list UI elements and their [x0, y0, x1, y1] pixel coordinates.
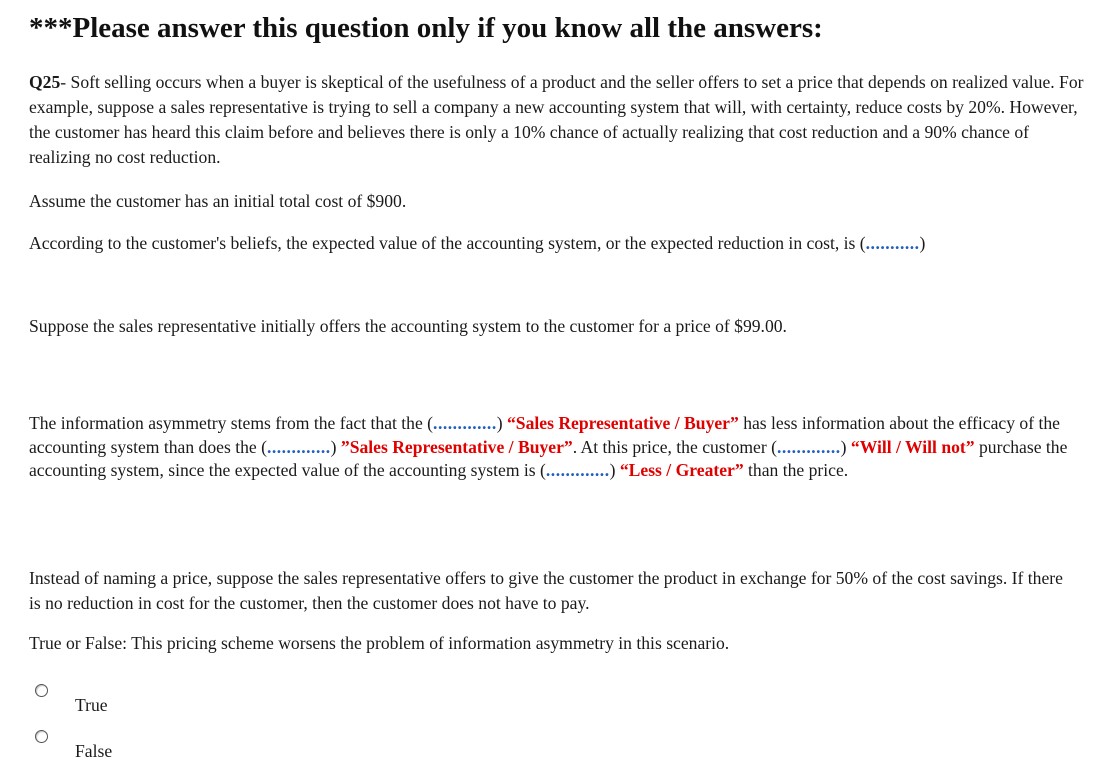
question-number: Q25: [29, 72, 61, 92]
blank-4[interactable]: .............: [545, 460, 610, 480]
page-heading: ***Please answer this question only if you know all the answers:: [29, 12, 823, 44]
true-false-question: True or False: This pricing scheme worsens the problem of information asymmetry in this scenario.: [29, 633, 730, 653]
asymmetry-text-5: . At this price, the customer (: [572, 436, 777, 457]
intro-paragraph: [29, 70, 1087, 170]
expected-value-close: ): [919, 233, 926, 253]
asymmetry-text-3: has less information about the efficacy of the accounting system than does the (: [29, 413, 1060, 457]
asymmetry-text-4: ): [330, 436, 341, 457]
radio-true[interactable]: [35, 684, 48, 697]
asymmetry-text-6: ): [840, 436, 851, 457]
blank-2[interactable]: .............: [266, 436, 331, 457]
intro-text: - Soft selling occurs when a buyer is skeptical of the usefulness of a product and the seller offers to set a price that depends on realized value. For example, suppose a sales representative is trying to sell a company a new accounting system that will, with certainty, reduce costs by 20%. However, the customer has heard this claim before and believes there is only a 10% chance of actually realizing that cost reduction and a 90% chance of realizing no cost reduction.: [29, 72, 1084, 167]
option-choice-2: ”Sales Representative / Buyer”: [340, 436, 573, 457]
expected-value-text: According to the customer's beliefs, the expected value of the accounting system, or the expected reduction in cost, is (: [29, 233, 866, 253]
option-choice-3: “Will / Will not”: [850, 436, 975, 457]
blank-1[interactable]: .............: [433, 413, 497, 433]
option-choice-4: “Less / Greater”: [619, 460, 744, 480]
asymmetry-text-9: than the price.: [743, 460, 849, 480]
expected-value-question: [29, 231, 1104, 256]
expected-value-blank[interactable]: ...........: [865, 233, 920, 253]
option-choice-1: “Sales Representative / Buyer”: [507, 413, 739, 433]
asymmetry-text-1: The information asymmetry stems from the fact that the (: [29, 413, 434, 433]
blank-3[interactable]: .............: [776, 436, 841, 457]
option-false-label[interactable]: False: [75, 741, 113, 761]
asymmetry-text-7: purchase the accounting system, since the expected value of the accounting system is (: [29, 436, 1068, 480]
asymmetry-text-8: ): [609, 460, 620, 480]
asymmetry-text-2: ): [496, 413, 507, 433]
offer-text: Suppose the sales representative initially offers the accounting system to the customer for a price of $99.00.: [29, 316, 787, 336]
asymmetry-paragraph: [29, 412, 1069, 483]
radio-false[interactable]: [35, 730, 48, 743]
instead-paragraph: Instead of naming a price, suppose the sales representative offers to give the customer the product in exchange for 50% of the cost savings. If there is no reduction in cost for the customer, then the customer does not have to pay.: [29, 568, 1063, 613]
option-true-label[interactable]: True: [75, 695, 108, 715]
assumption-text: Assume the customer has an initial total cost of $900.: [29, 191, 407, 211]
